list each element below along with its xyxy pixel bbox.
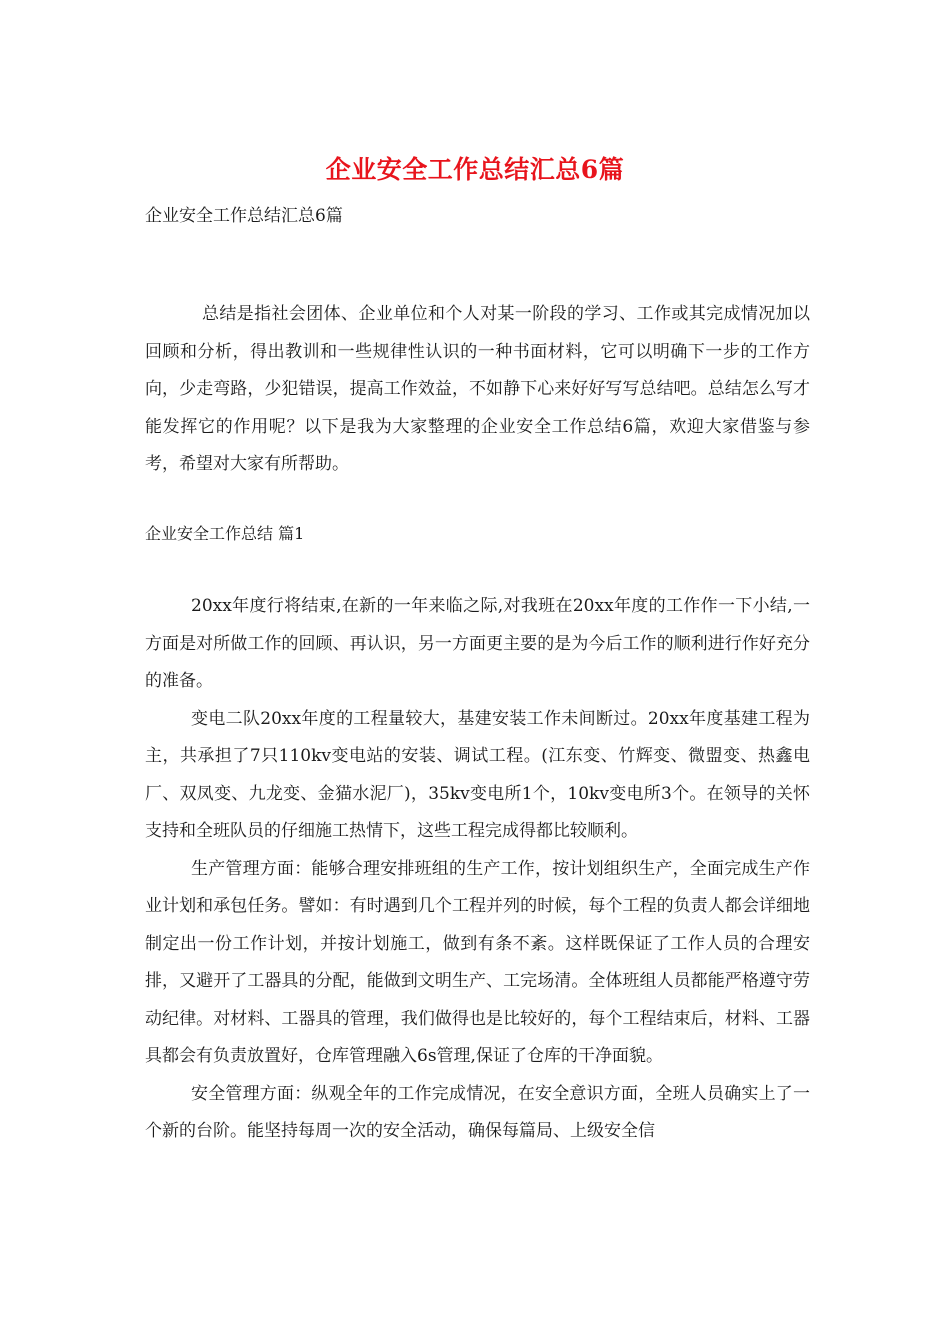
paragraph: 变电二队20xx年度的工程量较大，基建安装工作未间断过。20xx年度基建工程为主，共承担了7只110kv变电站的安装、调试工程。(江东变、竹辉变、微盟变、热鑫电厂、双凤变、九龙变、金猫水泥厂)，35kv变电所1个，10kv变电所3个。在领导的关怀支持和全班队员的仔细施工热情下，这些工程完成得都比较顺利。 <box>145 708 810 841</box>
document-title: 企业安全工作总结汇总6篇 <box>325 155 625 184</box>
section-heading: 企业安全工作总结 篇1 <box>145 524 305 543</box>
document-subtitle: 企业安全工作总结汇总6篇 <box>145 206 343 226</box>
paragraph: 生产管理方面：能够合理安排班组的生产工作，按计划组织生产，全面完成生产作业计划和承包任务。譬如：有时遇到几个工程并列的时候，每个工程的负责人都会详细地制定出一份工作计划，并按计划施工，做到有条不紊。这样既保证了工作人员的合理安排，又避开了工器具的分配，能做到文明生产、工完场清。全体班组人员都能严格遵守劳动纪律。对材料、工器具的管理，我们做得也是比较好的，每个工程结束后，材料、工器具都会有负责放置好，仓库管理融入6s管理,保证了仓库的干净面貌。 <box>145 858 810 1066</box>
article-body <box>145 588 810 1151</box>
paragraph: 安全管理方面：纵观全年的工作完成情况，在安全意识方面，全班人员确实上了一个新的台阶。能坚持每周一次的安全活动，确保每篇局、上级安全信 <box>145 1083 810 1141</box>
intro-paragraph: 总结是指社会团体、企业单位和个人对某一阶段的学习、工作或其完成情况加以回顾和分析，得出教训和一些规律性认识的一种书面材料，它可以明确下一步的工作方向，少走弯路，少犯错误，提高工作效益，不如静下心来好好写写总结吧。总结怎么写才能发挥它的作用呢？以下是我为大家整理的企业安全工作总结6篇，欢迎大家借鉴与参考，希望对大家有所帮助。 <box>145 304 810 474</box>
paragraph: 20xx年度行将结束,在新的一年来临之际,对我班在20xx年度的工作作一下小结,一方面是对所做工作的回顾、再认识，另一方面更主要的是为今后工作的顺利进行作好充分的准备。 <box>145 596 810 691</box>
